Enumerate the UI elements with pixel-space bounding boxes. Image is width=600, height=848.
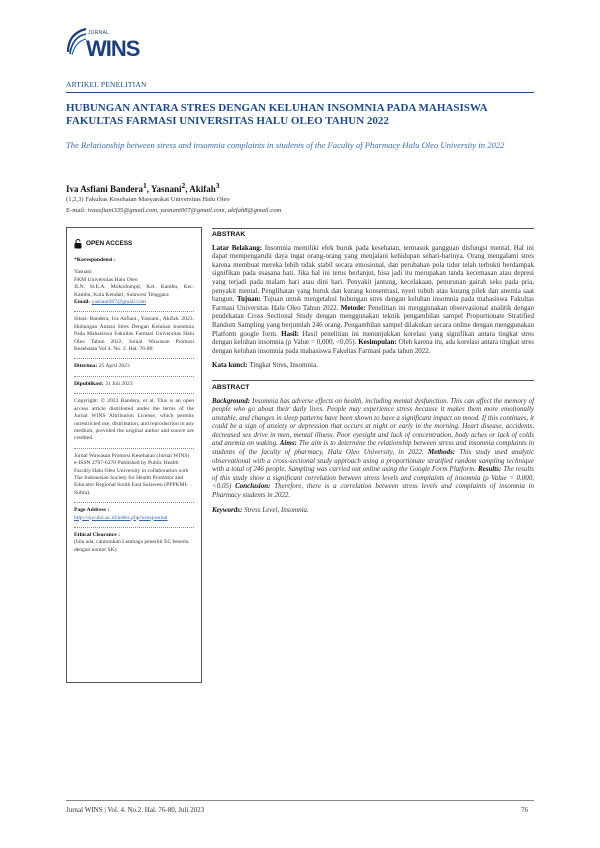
- abstract-conclusion-text: Therefore, there is a correlation between stress levels and complaints of insomnia in Pharmacy students in 2022.: [212, 482, 535, 500]
- abstract-bg-text: Insomnia has adverse effects on health, including mental dysfunction. This can affect the memory of people who go about their daily lives. People may experience stress because it makes them more emotionally unstable, and changes in sleep patterns have been shown to have a significant impact on mood. If this continues, it could be a sign of anxiety or depression that occurs at night or early in the morning. Heart disease, accidents, decreased sex drive in men, mental illness. Poor eyesight and lack of concentration, body aches or lack of colds and anemia on waking.: [212, 396, 535, 448]
- abstrak-tujuan-label: Tujuan:: [237, 295, 261, 304]
- footer-journal-info: Jurnal WINS | Vol. 4. No.2. Hal. 76-80, Juli 2023: [66, 806, 205, 814]
- ethical-clearance-label: Ethical Clearance :: [74, 531, 120, 538]
- publisher-info: Jurnal Wawasan Promosi Kesehatan (Jurnal WINS) e-ISSN 2797-6270 Published by Public Health Faculty Halu Oleo University in collaboration with The Indonesian Society for Health Promotor and Educator Regional South East Sulawesi (PPPKMI-Sultra).: [74, 452, 190, 496]
- abstract-aims-label: Aims:: [279, 439, 297, 448]
- abstract-keywords: [212, 506, 534, 515]
- abstract-bg-label: Background:: [212, 396, 251, 405]
- korespondensi-email-link[interactable]: yasnani007@gmail.com: [91, 299, 146, 306]
- logo-journal-word: JURNAL: [88, 30, 110, 36]
- ethical-clearance-block: [74, 532, 194, 554]
- author-name: Yasnani: [150, 184, 182, 194]
- page-address-label: Page Address :: [74, 507, 110, 514]
- abstrak-metode-text: Penelitian ini menggunakan observasional analitik dengan pendekatan Cross Sectional Study dengan menggunakan teknik pengambilan sampel Proportionate Stratified Random Sampling yang berjumlah 246 orang. Pengambilan sampel dilakukan secara online dengan menggunakan Platform google form.: [212, 303, 534, 338]
- keywords-label: Keywords:: [212, 505, 243, 514]
- header-divider: [66, 92, 534, 93]
- email-label: E-mail:: [66, 207, 86, 214]
- kata-kunci-label: Kata kunci:: [212, 361, 248, 370]
- published-label: Dipublikasi:: [74, 380, 104, 387]
- abstrak-body: [212, 244, 534, 356]
- abstrak-kesimpulan-label: Kesimpulan:: [358, 338, 397, 347]
- sidebar-divider: [74, 311, 194, 312]
- author-affil-mark: 2: [181, 181, 186, 190]
- published-value: 31 Juli 2023: [104, 380, 133, 387]
- korespondensi-institution: FKM Universitas Halu Oleo: [74, 276, 138, 283]
- footer-divider: [66, 800, 534, 801]
- sidebar-divider: [74, 393, 194, 394]
- open-access-badge: [74, 239, 194, 249]
- abstrak-hasil-label: Hasil:: [281, 329, 300, 338]
- ethical-clearance-value: (bila ada, cantumkan Lembaga penerbit EC beserta dengan nomor SK): [74, 539, 189, 553]
- citation-block: Sitasi: Bandera, Iva Asfiani., Yasnani., Akifah. 2023. Hubungan Antara Stres Dengan Keluhan Insomnia Pada Mahasiswa Fakultas Farmasi Universitas Halu Oleo Tahun 2022. Jurnal Wawasan Promosi Kesehatan Vol 4. No. 2. Hal. 76-80.: [74, 316, 194, 353]
- abstract-heading: ABSTRACT: [212, 380, 534, 393]
- affiliation: (1,2,3) Fakultas Kesehatan Masyarakat Universitas Halu Oleo: [66, 196, 230, 203]
- abstrak-lb-text: Insomnia memiliki efek buruk pada kesehatan, termasuk gangguan disfungsi mental. Hal ini dapat mempengaruhi daya ingat orang-orang yang menjalani kehidupan sehari-harinya. Orang mengalami stres karena membuat mereka lebih tidak stabil secara emosional, dan perubahan pola tidur telah terbukti berdampak signifikan pada suasana hati. Jika hal ini terus berlanjut, bisa jadi itu merupakan tanda kecemasan atau depresi yang terjadi pada malam hari atau dini hari. Penyakit jantung, kecelakaan, penurunan gairah seks pada pria, penyakit mental. Penglihatan yang buruk dan kurang konsentrasi, nyeri tubuh atau kurang pilek dan anemia saat bangun.: [212, 243, 535, 304]
- abstrak-hasil-text: Hasil penelitian ini menunjukkan korelasi yang signifikan antara tingkat stres dengan keluhan insomnia (ρ Value = 0,000, <0,05).: [212, 329, 535, 347]
- article-title: HUBUNGAN ANTARA STRES DENGAN KELUHAN INSOMNIA PADA MAHASISWA FAKULTAS FARMASI UNIVERSITAS HALU OLEO TAHUN 2022: [66, 102, 488, 127]
- abstract-methods-label: Methods:: [427, 448, 456, 457]
- abstract-aims-text: The aim is to determine the relationship between stress and insomnia complaints in students of the faculty of pharmacy, Halu Oleo University, in 2022.: [212, 439, 535, 457]
- page-address-link[interactable]: http://ojs.uho.ac.id/index.php/winsjournal: [74, 514, 168, 521]
- sidebar-divider: [74, 527, 194, 528]
- abstract-methods-text: This study used analytic observational with a cross-sectional study approach using a proportionate stratified random sampling technique with a total of 246 people. Sampling was carried out online using the Google Form Platform.: [212, 448, 535, 474]
- article-info-sidebar: [66, 227, 202, 683]
- page-number: 76: [521, 806, 528, 814]
- abstract-column: [212, 227, 534, 520]
- abstrak-tujuan-text: Tujuan untuk mengetahui hubungan stres dengan keluhan insomnia pada mahasiswa Fakultas Farmasi Universitas Halu Oleo Tahun 2022.: [212, 295, 535, 312]
- sidebar-divider: [74, 448, 194, 449]
- article-subtitle: The Relationship between stress and insomnia complaints in students of the Faculty of Pharmacy Halu Oleo University in 2022: [66, 140, 505, 150]
- logo-wordmark: WINS: [86, 36, 140, 61]
- section-label: ARTIKEL PENELITIAN: [66, 80, 147, 89]
- copyright-notice: Copyright: © 2023 Bandera, et al. This is an open access article distributed under the terms of the Jurnal WINS Attribution License, which permits unrestricted use, distribution, and reproduction in any medium, provided the original author and source are credited.: [74, 398, 194, 442]
- open-lock-icon: [74, 239, 82, 249]
- published-date: [74, 381, 194, 388]
- abstrak-keywords: [212, 361, 534, 375]
- received-date: [74, 363, 194, 370]
- abstract-results-text: The results of this study show a significant correlation between stress levels and complaints of insomnia (ρ Value = 0.000, <0.05): [212, 465, 535, 491]
- author-affil-mark: 3: [215, 181, 220, 190]
- abstract-conclusion-label: Conclusion:: [235, 482, 271, 491]
- korespondensi-name: Yasnani: [74, 269, 92, 276]
- received-value: 25 April 2023: [98, 363, 130, 370]
- open-access-label: OPEN ACCESS: [86, 240, 133, 248]
- kata-kunci-text: Tingkat Stres, Insomnia.: [249, 361, 318, 370]
- author-affil-mark: 1: [143, 181, 147, 190]
- abstract-results-label: Results:: [477, 465, 502, 474]
- abstrak-kesimpulan-text: Oleh karena itu, ada korelasi antara tingkat stres dengan keluhan insomnia pada mahasiswa Fakultas Farmasi pada tahun 2022.: [212, 338, 535, 355]
- abstrak-heading: ABSTRAK: [212, 228, 534, 240]
- korespondensi-label: *Korespondensi :: [74, 257, 116, 263]
- page-address-block: [74, 507, 194, 522]
- logo-swoosh-icon: [66, 26, 88, 56]
- korespondensi-address: JLN. H.E.A. Mokodompit, Kel. Kambu, Kec. Kambu, Kota Kendari, Sulawesi Tenggara: [74, 284, 194, 298]
- korespondensi-email-label: Email:: [74, 299, 91, 306]
- abstrak-metode-label: Metode:: [340, 303, 366, 312]
- author-name: Akifah: [189, 184, 216, 194]
- korespondensi-block: [74, 257, 194, 306]
- author-list: Iva Asfiani Bandera$^1$, Yasnani$^2$, Akifah$^3$: [66, 181, 220, 194]
- sidebar-divider: [74, 376, 194, 377]
- author-name: Iva Asfiani Bandera: [66, 184, 144, 194]
- abstract-body: [212, 397, 534, 500]
- abstrak-lb-label: Latar Belakang:: [212, 243, 263, 252]
- sidebar-divider: [74, 502, 194, 503]
- sidebar-divider: [74, 358, 194, 359]
- author-emails: [66, 207, 281, 214]
- keywords-text: Stress Level, Insomnia.: [244, 505, 309, 514]
- journal-logo: [66, 26, 156, 66]
- email-list[interactable]: ivaasfiani335@gmail.com, yasnani007@gmail.com, akifah8@gmail.com: [87, 207, 282, 214]
- received-label: Diterima:: [74, 363, 98, 370]
